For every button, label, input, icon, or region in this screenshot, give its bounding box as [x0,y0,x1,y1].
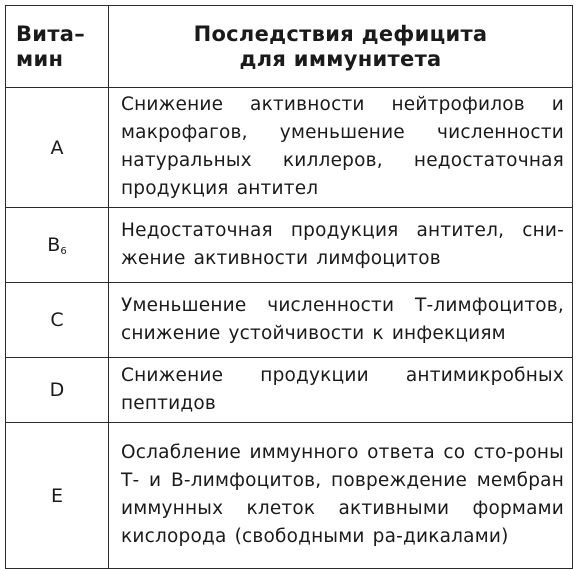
header-consequences-line2: для иммунитета [239,46,442,71]
vitamin-cell [6,208,109,283]
table-row [6,283,573,358]
header-vitamin-line2: мин [16,46,64,71]
header-consequences-line1: Последствия дефицита [193,21,488,46]
header-vitamin [6,6,109,88]
table-row [6,358,573,423]
vitamin-name: D [49,379,65,401]
vitamin-name: B [47,233,61,256]
vitamin-subscript: 6 [60,245,67,257]
table-row [6,423,573,569]
header-consequences [109,6,573,88]
effect-cell: Уменьшение численности Т-лимфоцитов, снижение устойчивости к инфекциям [109,283,573,358]
vitamin-name: A [50,136,64,159]
vitamin-cell [6,88,109,208]
effect-cell: Недостаточная продукция антител, сни-жение активности лимфоцитов [109,208,573,283]
vitamin-cell [6,283,109,358]
header-vitamin-line1: Вита– [16,21,86,46]
effect-cell: Снижение продукции антимикробных пептидов [109,358,573,423]
vitamin-cell [6,423,109,569]
effect-cell: Ослабление иммунного ответа со сто-роны Т- и В-лимфоцитов, повреждение мембран иммунных клеток активными формами кислорода (свободными ра-дикалами) [109,423,573,569]
vitamin-name: C [50,309,64,331]
effect-cell: Снижение активности нейтрофилов и макрофагов, уменьшение численности натуральных киллеров, недостаточная продукция антител [109,88,573,208]
vitamin-deficiency-table [5,5,573,569]
vitamin-cell [6,358,109,423]
vitamin-name: E [50,484,63,507]
table-header-row [6,6,573,88]
table-row [6,88,573,208]
table-row [6,208,573,283]
